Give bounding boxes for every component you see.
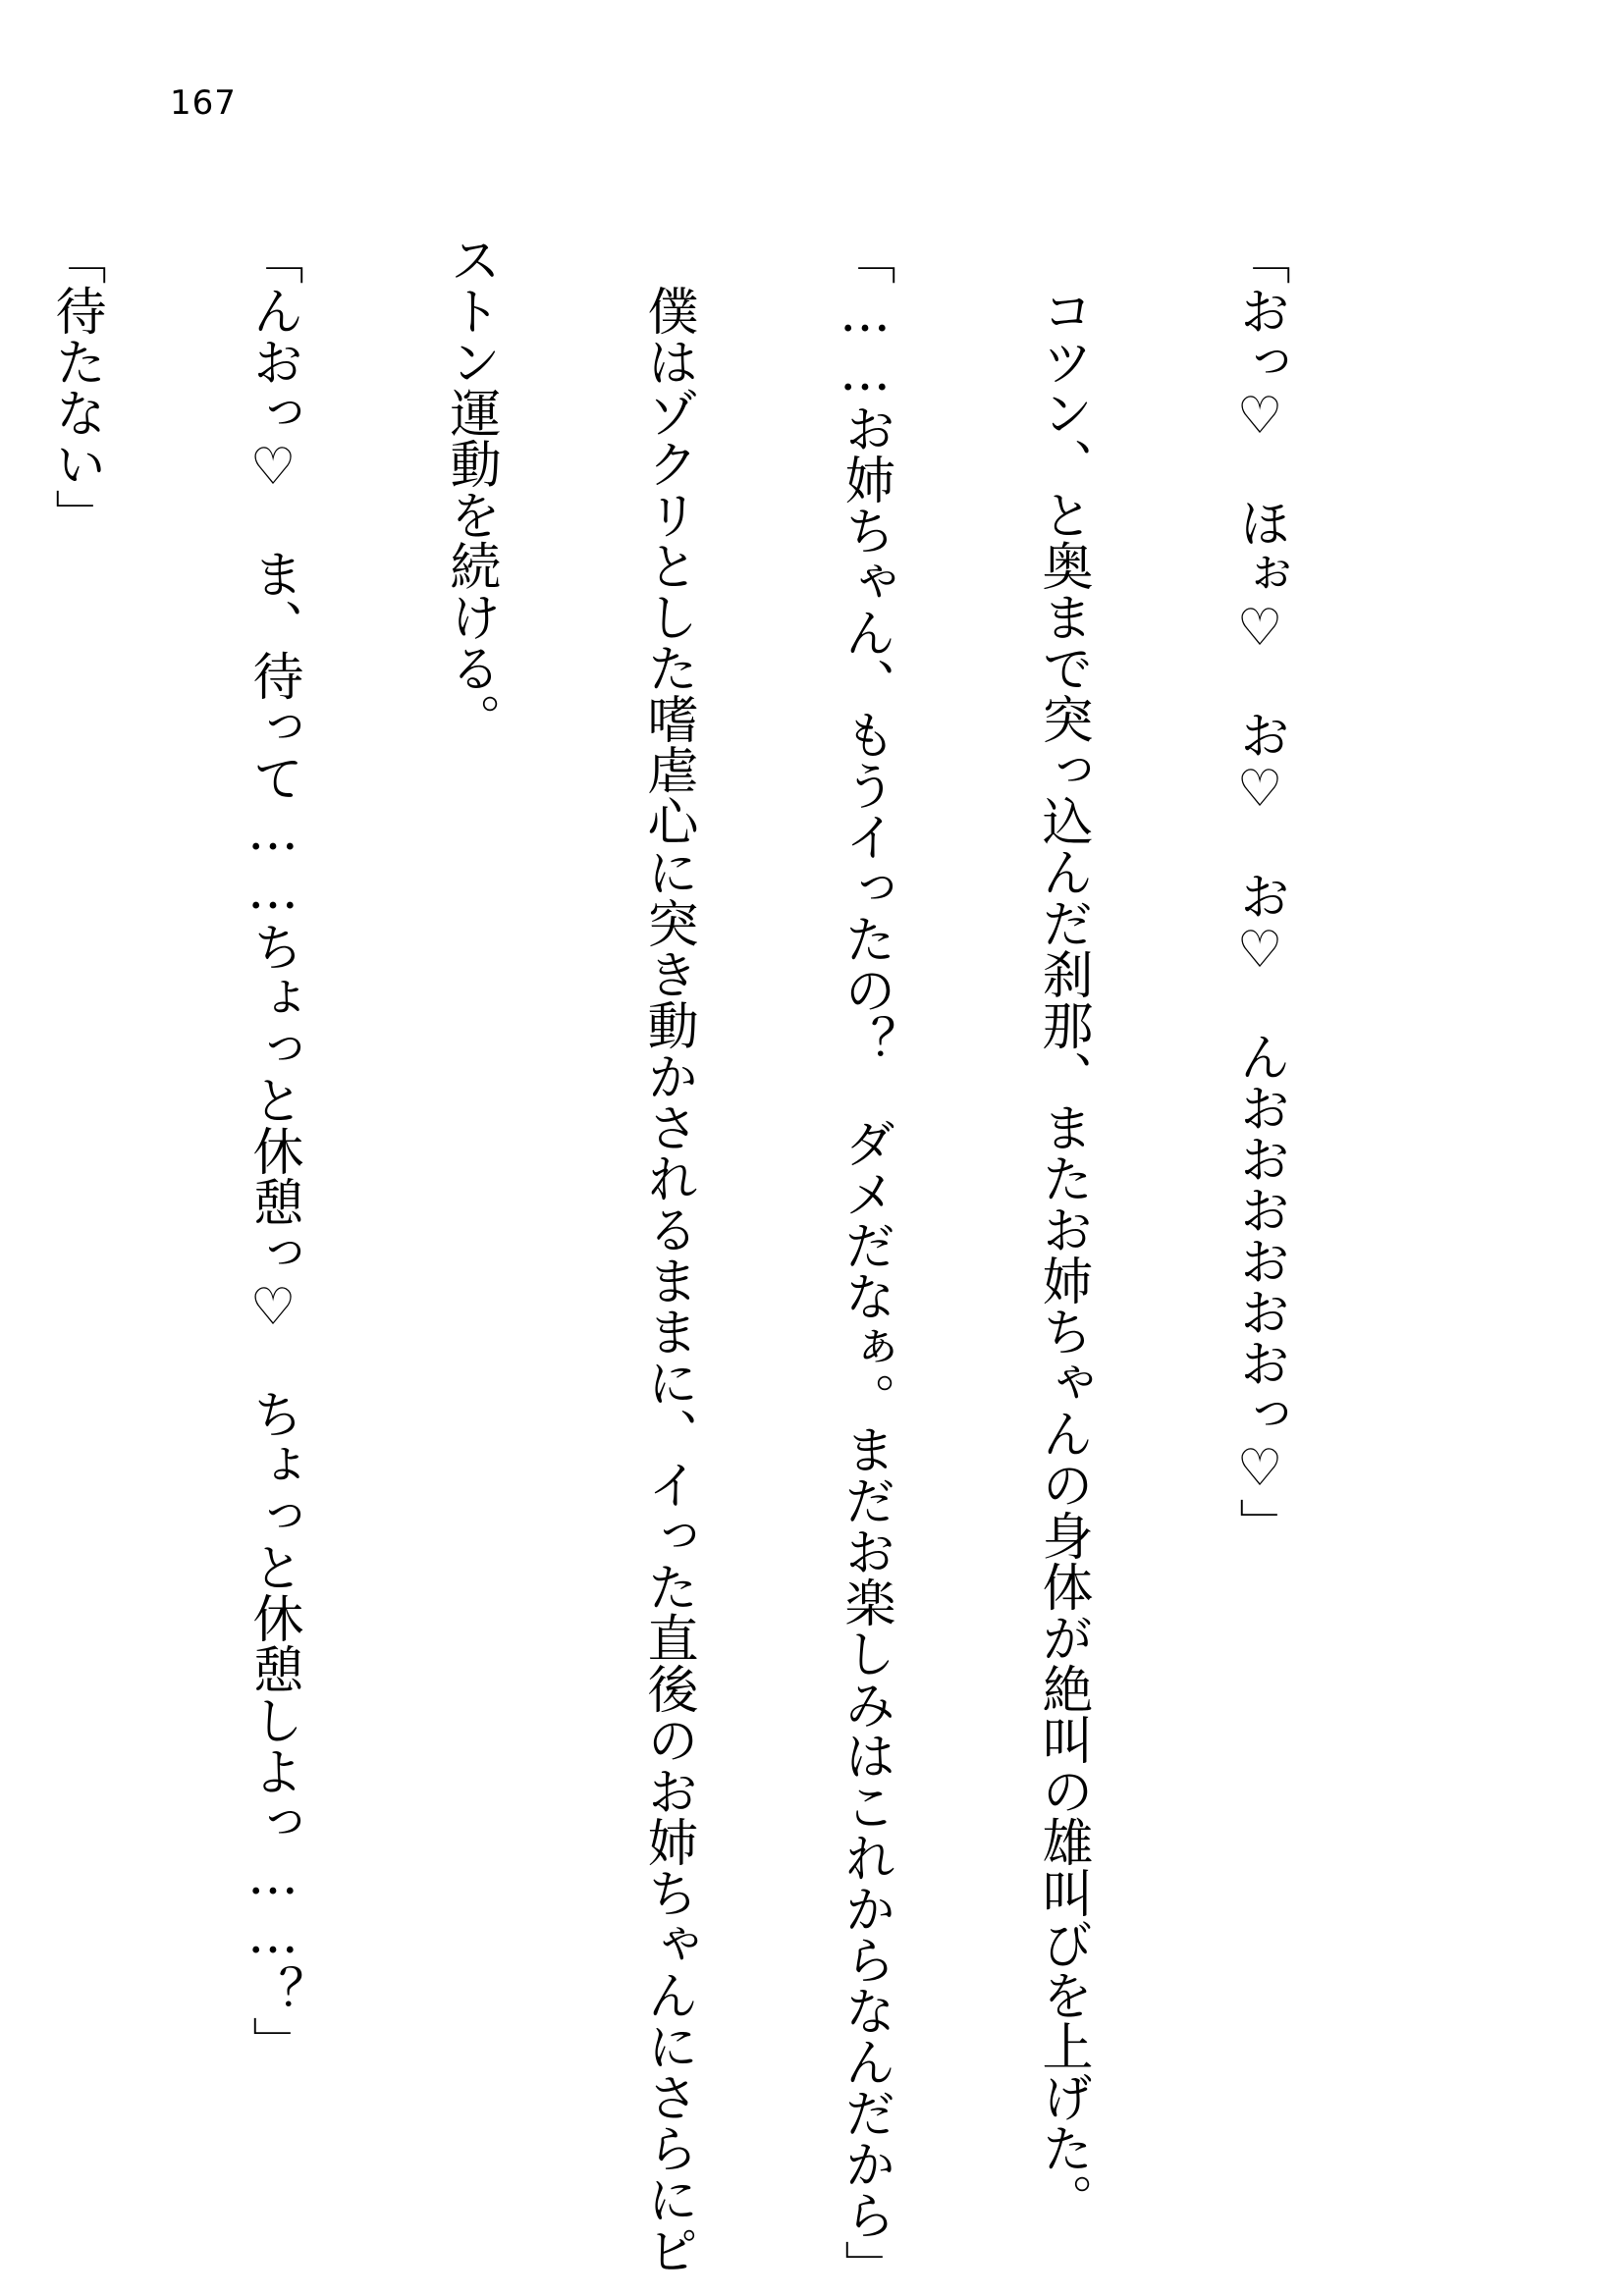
text-line: 「……お姉ちゃん、もうイったの？ ダメだなぁ。まだお楽しみはこれからなんだから」 [836, 234, 894, 2291]
text-line: 「おっ♡ ほぉ♡ お♡ お♡ んおおおおおおっ♡」 [1230, 234, 1289, 1549]
text-line: ストン運動を続ける。 [441, 234, 500, 744]
page-number: 167 [170, 83, 237, 123]
body-text [46, 234, 1424, 2291]
text-line: 僕はゾクリとした嗜虐心に突き動かされるままに、イった直後のお姉ちゃんにさらにピ [638, 234, 697, 2275]
text-line: コツン、と奥まで突っ込んだ刹那、またお姉ちゃんの身体が絶叫の雄叫びを上げた。 [1033, 234, 1092, 2224]
text-line: 「んおっ♡ ま、待って……ちょっと休憩っ♡ ちょっと休憩しよっ……？」 [244, 234, 302, 2067]
text-line: 「待たない」 [46, 234, 105, 540]
